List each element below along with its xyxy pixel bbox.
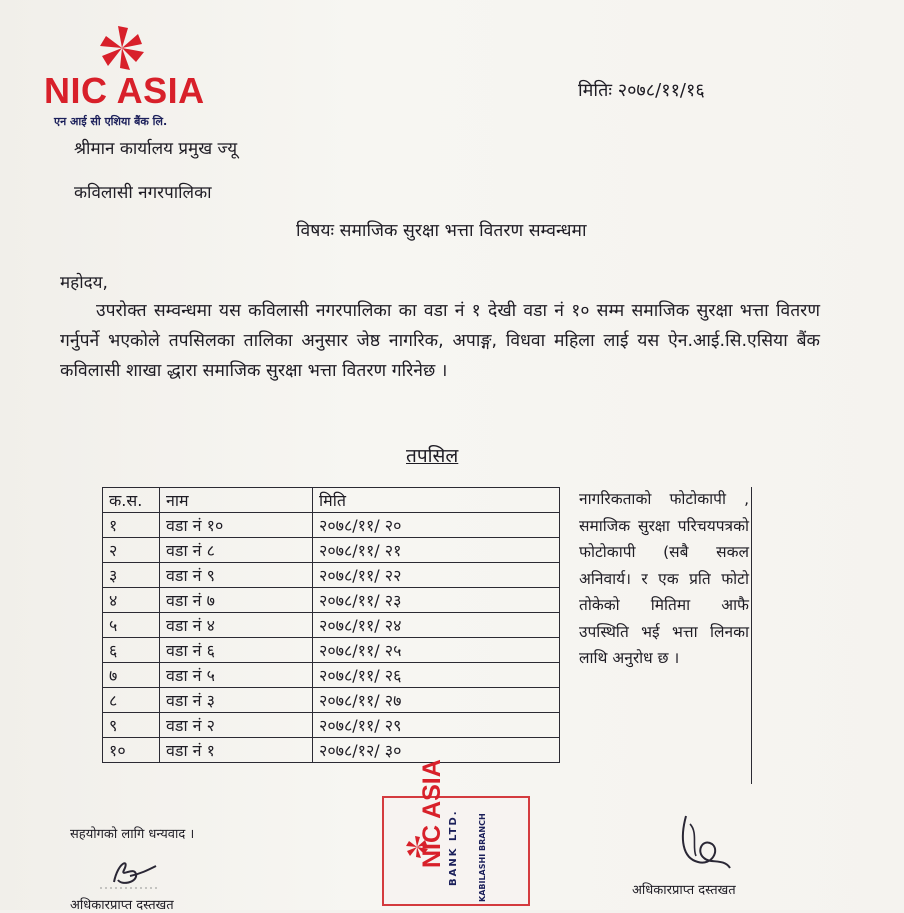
- cell-name: वडा नं १: [160, 738, 313, 763]
- cell-serial: ८: [103, 688, 160, 713]
- cell-serial: ९: [103, 713, 160, 738]
- cell-serial: १०: [103, 738, 160, 763]
- cell-date: २०७८/११/ २४: [313, 613, 560, 638]
- signature-left-icon: [100, 852, 160, 892]
- table-row: [103, 563, 560, 588]
- table-row: [103, 713, 560, 738]
- table-header-row: [103, 488, 560, 513]
- stamp-subtitle: BANK LTD.: [448, 809, 459, 886]
- cell-serial: ४: [103, 588, 160, 613]
- cell-serial: ३: [103, 563, 160, 588]
- schedule-title: तपसिल: [406, 445, 459, 467]
- requirements-note: नागरिकताको फोटोकापी , समाजिक सुरक्षा परिचयपत्रको फोटोकापी (सबै सकल अनिवार्य। र एक प्रति फोटो तोकेको मितिमा आफै उपस्थिति भई भत्ता लिनका लाथि अनुरोध छ ।: [579, 490, 749, 667]
- cell-date: २०७८/११/ २०: [313, 513, 560, 538]
- cell-name: वडा नं ८: [160, 538, 313, 563]
- header-name: नाम: [160, 488, 313, 513]
- cell-name: वडा नं १०: [160, 513, 313, 538]
- cell-name: वडा नं २: [160, 713, 313, 738]
- thanks-line: सहयोगको लागि धन्यवाद ।: [70, 827, 195, 842]
- body-paragraph-text: उपरोक्त सम्वन्धमा यस कविलासी नगरपालिका का वडा नं १ देखी वडा नं १० सम्म समाजिक सुरक्षा भत्ता वितरण गर्नुपर्ने भएकोले तपसिलका तालिका अनुसार जेष्ठ नागरिक, अपाङ्ग, विधवा महिला लाई यस ऐन.आई.सि.एसिया बैंक कविलासी शाखा द्धारा समाजिक सुरक्षा भत्ता वितरण गरिनेछ ।: [60, 301, 820, 381]
- subject-line: विषयः समाजिक सुरक्षा भत्ता वितरण सम्वन्धमा: [296, 221, 587, 241]
- cell-date: २०७८/११/ २३: [313, 588, 560, 613]
- body-paragraph: [60, 296, 820, 386]
- nic-asia-logo-icon: [92, 22, 152, 74]
- table-row: [103, 588, 560, 613]
- cell-date: २०७८/११/ २५: [313, 638, 560, 663]
- cell-serial: ६: [103, 638, 160, 663]
- cell-name: वडा नं ३: [160, 688, 313, 713]
- cell-name: वडा नं ४: [160, 613, 313, 638]
- cell-serial: ७: [103, 663, 160, 688]
- cell-date: २०७८/१२/ ३०: [313, 738, 560, 763]
- letter-date: मितिः २०७८/११/१६: [578, 80, 705, 101]
- cell-name: वडा नं ७: [160, 588, 313, 613]
- signature-right-icon: [668, 808, 748, 880]
- table-row: [103, 688, 560, 713]
- cell-date: २०७८/११/ २२: [313, 563, 560, 588]
- schedule-table: [102, 487, 560, 763]
- header-serial: क.स.: [103, 488, 160, 513]
- cell-date: २०७८/११/ २९: [313, 713, 560, 738]
- stamp-wordmark: NIC ASIA: [418, 759, 446, 868]
- authorized-signature-right: अधिकारप्राप्त दस्तखत: [632, 883, 736, 898]
- table-row: [103, 638, 560, 663]
- header-date: मिति: [313, 488, 560, 513]
- cell-serial: २: [103, 538, 160, 563]
- cell-name: वडा नं ९: [160, 563, 313, 588]
- recipient-title: श्रीमान कार्यालय प्रमुख ज्यू: [74, 139, 238, 159]
- cell-serial: ५: [103, 613, 160, 638]
- table-row: [103, 738, 560, 763]
- cell-name: वडा नं ६: [160, 638, 313, 663]
- table-row: [103, 538, 560, 563]
- logo-wordmark: NIC ASIA: [44, 70, 205, 111]
- table-row: [103, 663, 560, 688]
- table-row: [103, 613, 560, 638]
- logo-subtitle: एन आई सी एशिया बैंक लि.: [54, 115, 168, 128]
- cell-date: २०७८/११/ २१: [313, 538, 560, 563]
- stamp-branch: KABILASHI BRANCH: [478, 813, 487, 902]
- cell-serial: १: [103, 513, 160, 538]
- table-row: [103, 513, 560, 538]
- cell-date: २०७८/११/ २७: [313, 688, 560, 713]
- branch-stamp: [382, 759, 530, 906]
- cell-name: वडा नं ५: [160, 663, 313, 688]
- authorized-signature-left: अधिकारप्राप्त दस्तखत: [70, 898, 174, 913]
- cell-date: २०७८/११/ २६: [313, 663, 560, 688]
- recipient-office: कविलासी नगरपालिका: [74, 183, 212, 203]
- greeting: महोदय,: [60, 273, 108, 293]
